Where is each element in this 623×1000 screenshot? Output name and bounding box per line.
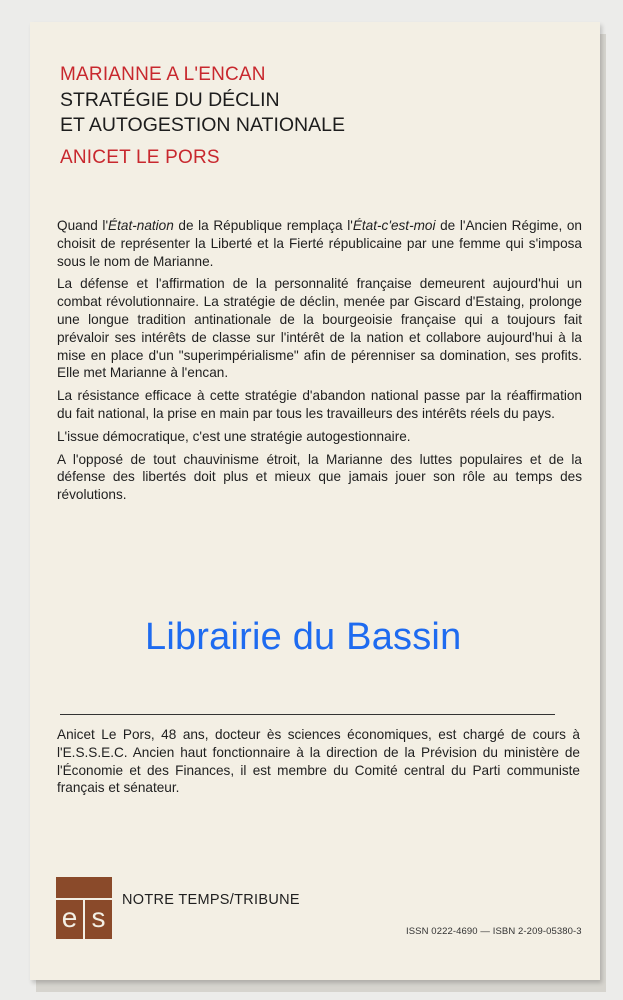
collection-name: NOTRE TEMPS/TRIBUNE [122,892,300,908]
series-title: MARIANNE A L'ENCAN [60,64,266,85]
subtitle-line-2: ET AUTOGESTION NATIONALE [60,114,345,136]
book-back-cover [30,22,600,980]
author-bio: Anicet Le Pors, 48 ans, docteur ès sciences économiques, est chargé de cours à l'E.S.S.E.C. Ancien haut fonctionnaire à la direction de la Prévision du ministère de l'Économie et des Finances, il est membre du Comité central du Parti communiste français et sénateur. [57,727,580,796]
blurb-paragraph-3: La résistance efficace à cette stratégie d'abandon national passe par la réaffirmation du fait national, la prise en main par tous les travailleurs des intérêts réels du pays. [57,388,582,421]
author-name: ANICET LE PORS [60,147,220,168]
blurb-paragraph-1 [57,217,582,270]
blurb-paragraph-2: La défense et l'affirmation de la personnalité française demeurent aujourd'hui un combat révolutionnaire. La stratégie de déclin, menée par Giscard d'Estaing, prolonge une longue tradition antinationale de la bourgeoisie française qui a toujours fait prévaloir ses intérêts de classe sur l'intérêt de la nation et collabore aujourd'hui à la mise en place d'un "superimpérialisme" afin de pérenniser sa domination, ses profits. Elle met Marianne à l'encan. [57,276,582,381]
divider-rule [60,714,555,715]
blurb [57,217,582,509]
logo-bar [56,877,112,898]
italic-term: État-nation [108,218,174,233]
publisher-logo [56,877,112,939]
logo-letter-e: e [56,900,83,939]
text-run: de la République remplaça l' [173,218,353,233]
text-run: de l'Ancien Régime, on choisit de représenter la Liberté et la Fierté républicaine par une femme qui s'imposa sous le nom de Marianne. [57,218,582,269]
italic-term: État-c'est-moi [352,218,436,233]
blurb-paragraph-4: L'issue démocratique, c'est une stratégie autogestionnaire. [57,428,411,444]
subtitle-line-1: STRATÉGIE DU DÉCLIN [60,89,280,111]
seller-watermark: Librairie du Bassin [145,616,462,658]
logo-letter-s: s [85,900,112,939]
isbn-line: ISSN 0222-4690 — ISBN 2-209-05380-3 [406,926,582,937]
blurb-paragraph-5: A l'opposé de tout chauvinisme étroit, la Marianne des luttes populaires et de la défense des libertés doit plus et mieux que jamais jouer son rôle au temps des révolutions. [57,451,582,503]
text-run: Quand l' [57,218,109,233]
